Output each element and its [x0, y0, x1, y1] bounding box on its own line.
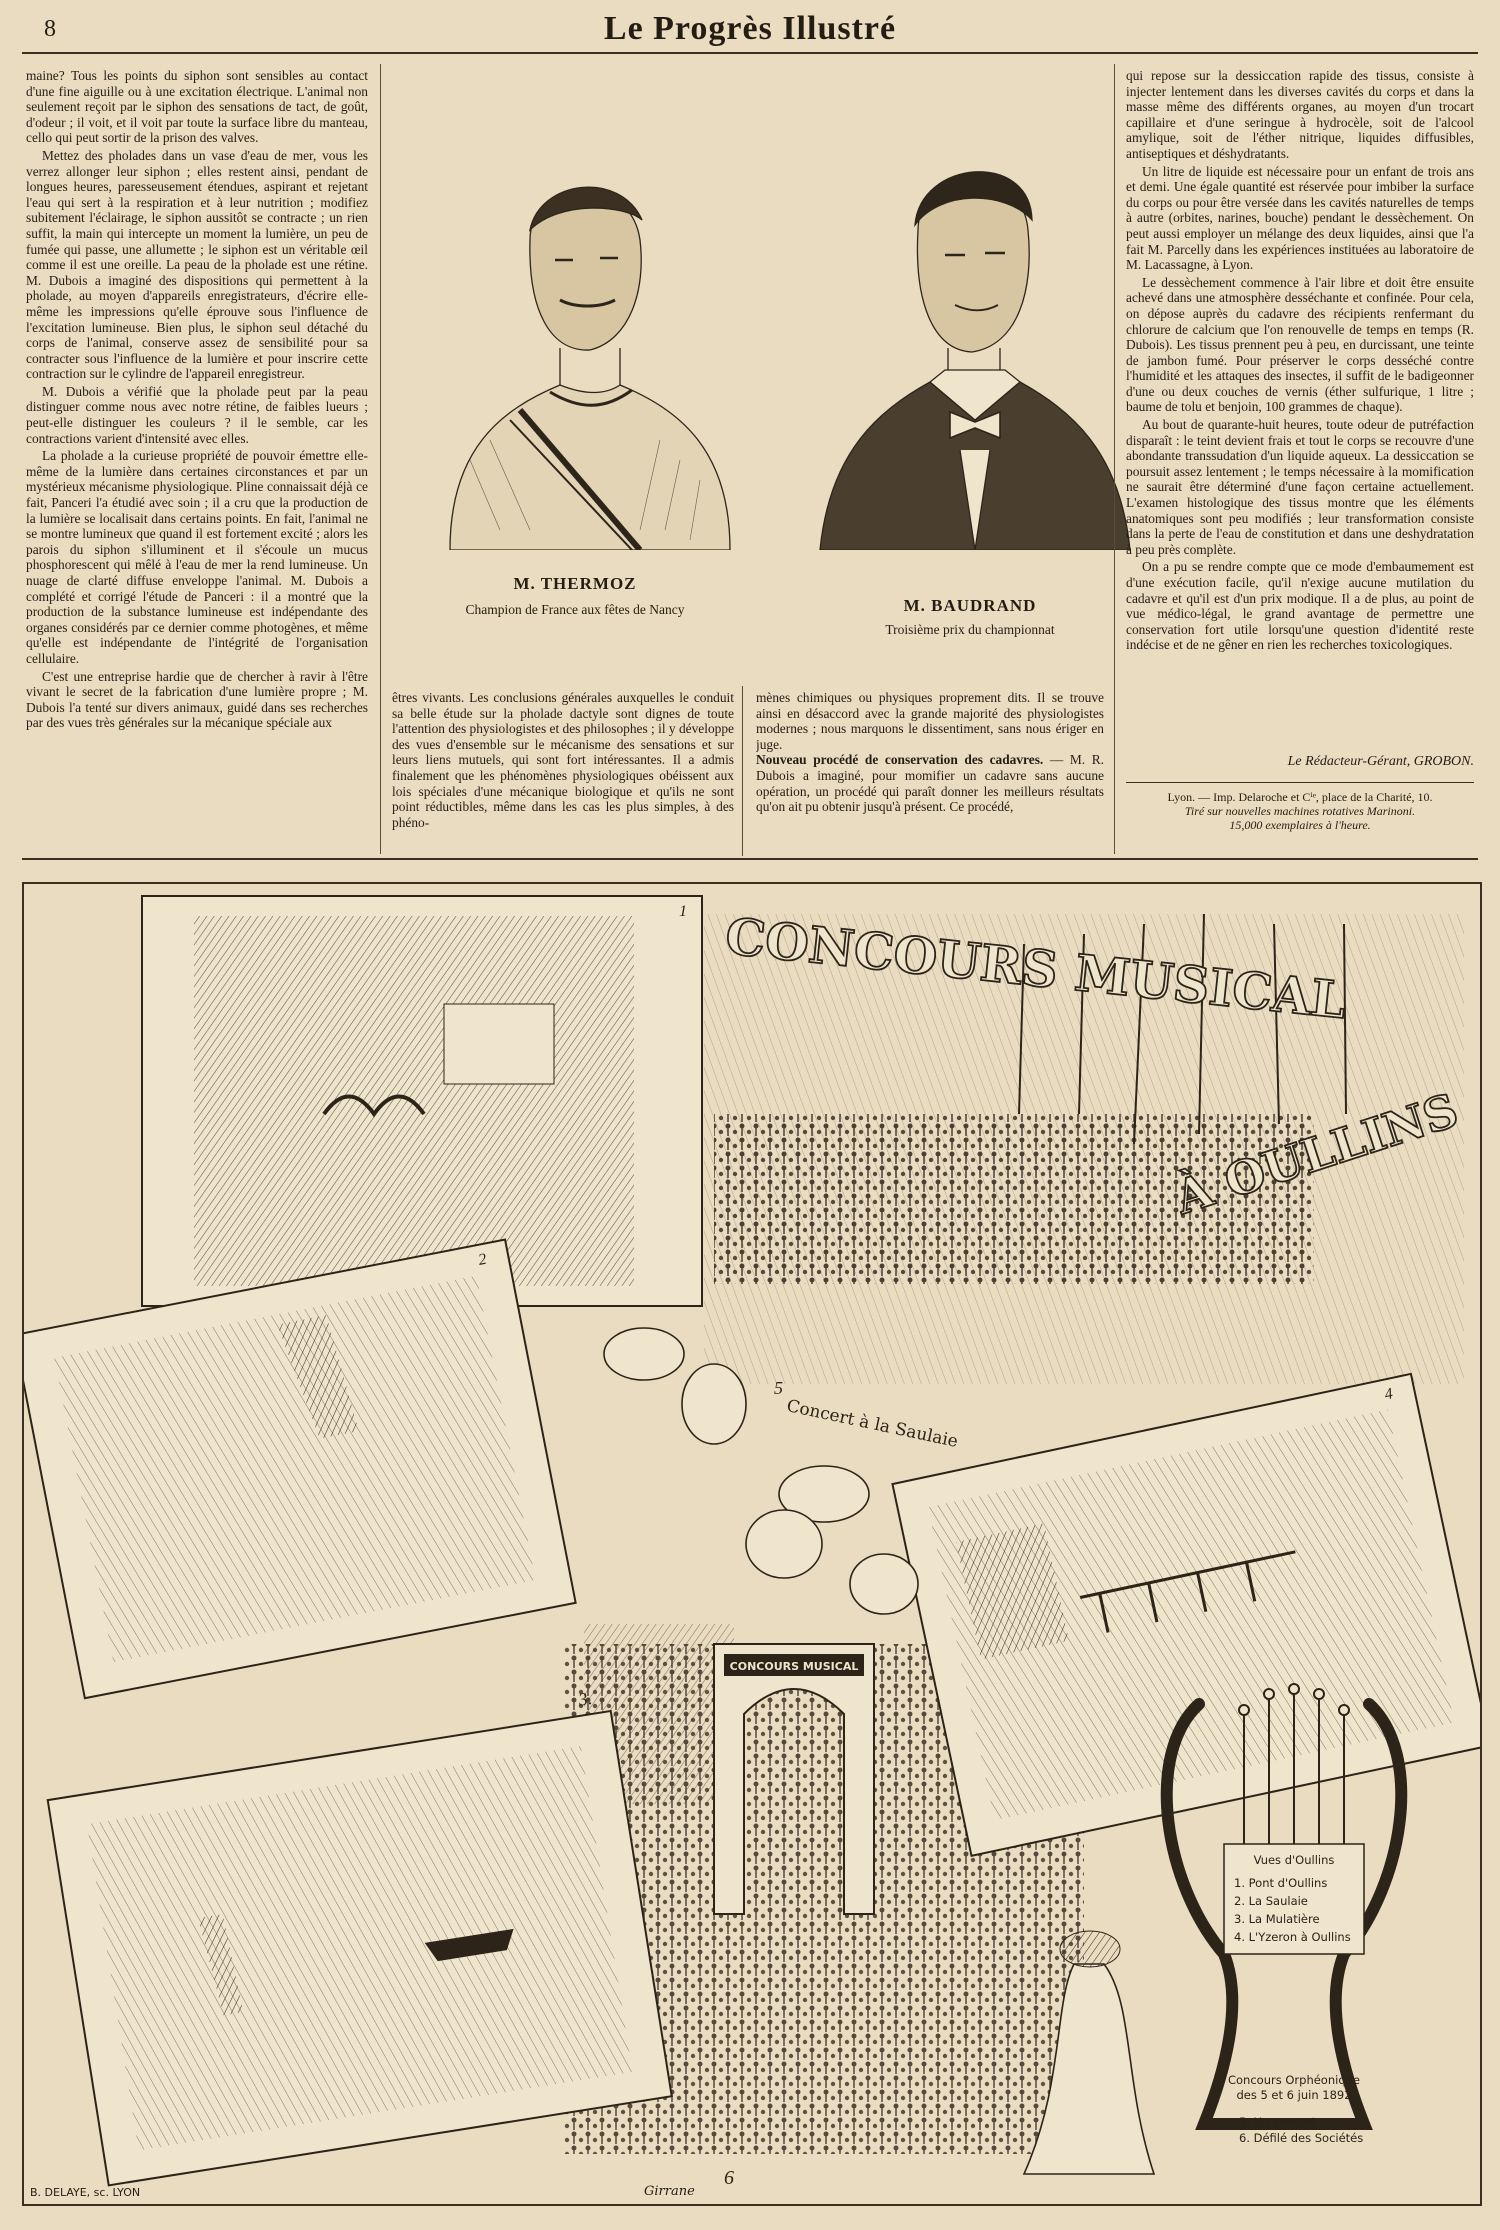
middle-column-paragraph: êtres vivants. Les conclusions générales auxquelles le conduit sa belle étude sur la pholade dactyle sont dignes de toute l'attention des physiologistes et des philosophes ; il y développe des vues d'ensemble sur le mécanisme des sensations et sur leurs liens mutuels, qui sont fort intéressantes. Il a admis finalement que les phénomènes physiologiques obéissent aux lois spéciales d'une mécanique biologique et qu'ils ne sont point réductibles, même dans les cas les plus simples, à des phéno-: [392, 690, 734, 830]
imprint: [1126, 790, 1474, 832]
page-number: 8: [44, 16, 56, 42]
banner-a-oullins: À OULLINS: [1168, 1082, 1465, 1225]
portrait-caption-thermoz: Champion de France aux fêtes de Nancy: [465, 602, 685, 617]
frame-4-yzeron: [892, 1374, 1480, 1856]
portrait-thermoz: [410, 120, 740, 550]
engraver-credit: B. DELAYE, sc. LYON: [30, 2186, 141, 2199]
section-rule: [22, 858, 1478, 860]
legend-item-1: 1. Pont d'Oullins: [1234, 1876, 1328, 1890]
right-column-paragraph: Au bout de quarante-huit heures, toute odeur de putréfaction disparaît : le teint devient frais et tout le corps se recouvre d'une abondante transsudation d'un liquide aqueux. La dessiccation se poursuit assez lentement ; le temps nécessaire à la momification ne saurait être déterminé d'une façon certaine actuellement. L'examen histologique des tissus montre que les éléments anatomiques sont peu modifiés ; leur transformation consiste dans la perte de l'eau de constitution et dans une deshydratation à peu près complète.: [1126, 417, 1474, 557]
text-column-right: [1126, 68, 1474, 738]
portrait-caption-baudrand: Troisième prix du championnat: [885, 622, 1055, 637]
imprint-line-1: Lyon. — Imp. Delaroche et Cⁱᵉ, place de la Charité, 10.: [1167, 790, 1433, 804]
arch-sign-text: CONCOURS MUSICAL: [729, 1660, 859, 1673]
right-column-paragraph: On a pu se rendre compte que ce mode d'embaumement est d'une exécution facile, qu'il n'exige aucune mutilation du cadavre et qu'il est d'un prix modique. Il a de plus, au point de vue médico-légal, le grand avantage de permettre une conservation fort utile lorsqu'une question d'identité reste indécise et de ne gêner en rien les recherches toxicologiques.: [1126, 559, 1474, 653]
column-divider: [1114, 64, 1115, 854]
left-column-paragraph: M. Dubois a vérifié que la pholade peut par la peau distinguer comme nous avec notre rétine, de faibles lueurs ; peut-elle distinguer les couleurs ? il le semble, car les contractions varient d'intensité avec elles.: [26, 383, 368, 446]
column-divider: [742, 686, 743, 856]
left-column-paragraph: C'est une entreprise hardie que de chercher à ravir à l'être vivant le secret de la fabrication d'une lumière propre ; M. Dubois l'a tenté sur divers animaux, guidé dans ses recherches par des vues très générales sur la mécanique spéciale aux: [26, 668, 368, 731]
masthead-title: Le Progrès Illustré: [603, 10, 897, 47]
mid2-text: mènes chimiques ou physiques proprement dits. Il se trouve ainsi en désaccord avec la grande majorité des physiologistes modernes ; nous marquons le dissentiment, sans nous ériger en juge.: [756, 690, 1104, 752]
artist-signature: Girrane: [644, 2184, 695, 2199]
left-column-paragraph: maine? Tous les points du siphon sont sensibles au contact d'une fine aiguille ou à une excitation électrique. L'animal non seulement reçoit par le siphon des sensations de tact, de goût, d'odeur ; il voit, et il voit par toute la surface libre du manteau, cello qui peut sortir de la prison des valves.: [26, 68, 368, 146]
portrait-baudrand: [800, 120, 1140, 550]
legend-title: Vues d'Oullins: [1253, 1853, 1335, 1867]
frame-number-5: 5: [774, 1378, 783, 1398]
left-column-paragraph: La pholade a la curieuse propriété de pouvoir émettre elle-même de la lumière dans certaines circonstances et par un mystérieux mécanisme physiologique. Pline connaissait déjà ce fait, Panceri l'a étudié avec soin ; il a cru que la production de la lumière se localisait dans certains points. En fait, l'animal ne se montre lumineux que quand il est fortement excité ; alors les parois du siphon s'illuminent et il s'écoule un mucus phosphorescent qui mêlé à l'eau de mer la rend lumineuse. Un nuage de clarté diffuse enveloppe l'animal. M. Dubois a complété et corrigé l'étude de Panceri : il a montré que la production de la substance lumineuse est indépendante des organes considérés par ce dernier comme photogènes, et même qu'elle est indépendante de l'intégrité de l'organisation cellulaire.: [26, 448, 368, 666]
mid2-text-2: — M. R. Dubois a imaginé, pour momifier un cadavre sans aucune opération, un procédé qui paraît donner les meilleurs résultats qu'on ait pu obtenir jusqu'à présent. Ce procédé,: [756, 752, 1104, 815]
frame-number-1: 1: [679, 903, 687, 920]
legend-item-3: 3. La Mulatière: [1234, 1912, 1320, 1926]
editor-signature: Le Rédacteur-Gérant, GROBON.: [1287, 754, 1474, 769]
engraving-concours-musical: [22, 882, 1482, 2206]
text-column-middle-1: [392, 690, 734, 850]
legend2-subtitle: des 5 et 6 juin 1892: [1236, 2088, 1352, 2102]
imprint-line-2: Tiré sur nouvelles machines rotatives Marinoni.: [1184, 804, 1416, 818]
imprint-rule: [1126, 782, 1474, 783]
masthead-rule: [22, 52, 1478, 54]
text-column-middle-2: [756, 690, 1104, 850]
legend-item-2: 2. La Saulaie: [1234, 1894, 1308, 1908]
frame-2-la-saulaie: [24, 1240, 576, 1699]
portrait-name-baudrand: M. BAUDRAND: [903, 596, 1037, 615]
frame-number-4: 4: [1383, 1385, 1395, 1404]
right-column-paragraph: Le dessèchement commence à l'air libre et doit être ensuite achevé dans une atmosphère desséchante et confinée. Pour cela, on dépose auprès du cadavre des récipients renfermant du chlorure de calcium que l'on renouvelle de temps en temps (R. Dubois). Les tissus prennent peu à peu, en durcissant, une teinte de jambon fumé. Pour préserver le corps desséché contre l'humidité et les attaques des insectes, il suffit de le badigeonner d'une ou deux couches de vernis (éther sulfurique, 1 litre ; baume de tolu et benjoin, 100 grammes de chaque).: [1126, 274, 1474, 415]
text-column-left: [26, 68, 368, 768]
legend-item-4: 4. L'Yzeron à Oullins: [1234, 1930, 1351, 1944]
frame-number-6: 6: [724, 2167, 734, 2189]
legend2-item-1: 5. Un concert: [1239, 2115, 1317, 2129]
frame-3-la-mulatiere: [44, 1685, 672, 2185]
imprint-line-3: 15,000 exemplaires à l'heure.: [1229, 818, 1371, 832]
article-heading-conservation: Nouveau procédé de conservation des cadavres.: [756, 752, 1044, 768]
label-concert-saulaie: Concert à la Saulaie: [784, 1396, 960, 1452]
right-column-paragraph: Un litre de liquide est nécessaire pour un enfant de trois ans et demi. Une égale quantité est réservée pour imbiber la surface du corps ou pour être versée dans les cavités naturelles de temps à autre (orbites, narines, bouche) pendant le dessèchement. On peut aussi employer un mélange des deux liquides, ainsi que l'a fait M. Parcelly dans les expériences instituées au laboratoire de M. Lacassagne, à Lyon.: [1126, 163, 1474, 273]
right-column-paragraph: qui repose sur la dessiccation rapide des tissus, consiste à injecter lentement dans les diverses cavités du corps et dans la masse même des différents organes, au moyen d'un trocart capillaire et d'une seringue à hydrocèle, soit de l'alcool amylique, soit de l'éther nitrique, liquides diffusibles, antiseptiques et déshydratants.: [1126, 68, 1474, 161]
frame-number-3: 3.: [577, 1687, 594, 1710]
column-divider: [380, 64, 381, 854]
frame-1-pont-oullins: [142, 896, 702, 1306]
portrait-name-thermoz: M. THERMOZ: [513, 574, 637, 593]
legend2-title: Concours Orphéonique: [1227, 2073, 1361, 2087]
frame-number-2: 2: [476, 1250, 489, 1269]
legend2-item-2: 6. Défilé des Sociétés: [1239, 2131, 1364, 2145]
figure-lady-hat: [1060, 1931, 1120, 1967]
left-column-paragraph: Mettez des pholades dans un vase d'eau de mer, vous les verrez allonger leur siphon ; elles restent ainsi, pendant de longues heures, paresseusement étendues, aspirant et rejetant l'eau qui sert à la respiration et à leur nutrition ; modifiez subitement l'éclairage, le siphon aussitôt se contracte ; un rien suffit, la main qui intercepte un moment la lumière, un peu de fumée qui passe, une allumette ; le siphon est un véritable œil comme il est une oreille. La peau de la pholade est une rétine. M. Dubois a imaginé des dispositions qui permettent à la pholade, au moyen d'appareils enregistrateurs, d'écrire elle-même les impressions qu'elle éprouve sous l'influence de l'excitation lumineuse. Bien plus, le siphon seul détaché du corps de l'animal, conserve assez de sensibilité pour sa contracter sous l'influence de la lumière et pour inscrire cette contraction sur le cylindre de l'appareil enregistreur.: [26, 147, 368, 382]
banner-concours-musical: CONCOURS MUSICAL: [722, 906, 1349, 1031]
